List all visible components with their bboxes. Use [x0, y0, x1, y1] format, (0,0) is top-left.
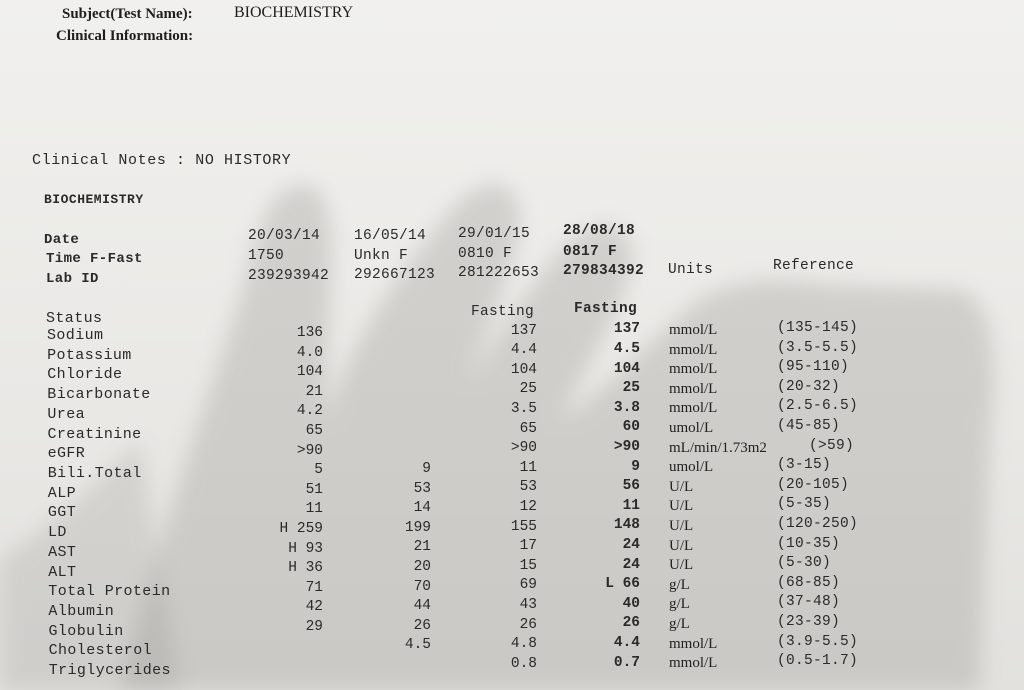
cell-value: 137 [510, 322, 537, 339]
cell-value: 25 [622, 380, 640, 397]
col1-date: 20/03/14 [248, 228, 321, 244]
row-name: ALT [48, 563, 77, 581]
row-name: Creatinine [47, 425, 142, 443]
cell-value: 4.4 [613, 635, 640, 651]
col3-time: 0810 F [458, 246, 513, 262]
col4-labid: 279834392 [563, 263, 645, 279]
cell-value: 199 [404, 519, 431, 536]
cell-value: 53 [413, 480, 431, 497]
col3-status: Fasting [471, 304, 535, 320]
cell-reference: (23-39) [777, 614, 841, 630]
cell-value: 4.5 [613, 341, 640, 357]
row-name: Sodium [47, 327, 104, 344]
cell-value: 4.4 [510, 342, 537, 359]
cell-value: 21 [305, 383, 323, 400]
cell-unit: umol/L [669, 459, 714, 476]
cell-value: 148 [613, 517, 640, 534]
cell-value: 9 [422, 461, 431, 477]
cell-value: 104 [296, 364, 323, 381]
cell-value: 17 [519, 538, 537, 555]
cell-unit: U/L [669, 557, 694, 574]
cell-unit: g/L [669, 576, 690, 593]
cell-unit: U/L [669, 478, 694, 495]
cell-reference: (0.5-1.7) [777, 653, 859, 670]
cell-unit: U/L [669, 498, 694, 515]
cell-unit: U/L [669, 537, 694, 554]
cell-value: 42 [305, 599, 323, 616]
cell-value: 26 [413, 617, 431, 634]
cell-value: 11 [519, 459, 537, 476]
row-name: eGFR [47, 445, 86, 463]
row-name: Globulin [48, 622, 124, 640]
row-name: Bicarbonate [47, 386, 151, 404]
cell-value: >90 [296, 442, 323, 459]
cell-reference: (37-48) [777, 594, 841, 611]
faded-text [790, 668, 797, 682]
cell-value: 25 [519, 381, 537, 398]
cell-value: 20 [413, 559, 431, 575]
col1-labid: 239293942 [248, 268, 330, 284]
cell-unit: g/L [669, 616, 690, 632]
cell-value: 60 [622, 419, 640, 436]
cell-reference: (135-145) [777, 320, 859, 336]
cell-value: 71 [305, 579, 323, 596]
row-name: Urea [47, 405, 85, 423]
cell-value: 24 [622, 556, 640, 573]
cell-reference: (2.5-6.5) [777, 398, 859, 415]
cell-value: 24 [622, 537, 640, 553]
cell-value: 44 [413, 598, 431, 615]
cell-value: >90 [613, 439, 640, 455]
cell-value: 43 [519, 597, 537, 613]
cell-value: 65 [305, 423, 323, 439]
cell-unit: mmol/L [669, 655, 718, 672]
section-title: BIOCHEMISTRY [44, 192, 144, 207]
col1-time: 1750 [248, 248, 285, 264]
clinical-info-label: Clinical Information: [56, 28, 194, 44]
cell-value: 136 [296, 325, 323, 341]
cell-value: 14 [413, 500, 431, 517]
cell-unit: mmol/L [669, 380, 718, 397]
cell-unit: mmol/L [669, 322, 718, 338]
cell-unit: umol/L [669, 420, 714, 436]
col4-date: 28/08/18 [563, 223, 636, 239]
row-name: LD [48, 524, 67, 542]
cell-value: 15 [519, 557, 537, 574]
row-name: Total Protein [48, 583, 171, 601]
cell-value: 4.8 [510, 636, 537, 653]
clinical-notes: Clinical Notes : NO HISTORY [32, 152, 292, 169]
cell-value: 21 [413, 539, 431, 556]
reference-header: Reference [773, 258, 855, 274]
col3-labid: 281222653 [458, 265, 540, 281]
row-name: Albumin [48, 602, 115, 620]
cell-value: 3.8 [613, 399, 640, 416]
row-name: Potassium [47, 346, 132, 364]
cell-value: 69 [519, 577, 537, 594]
cell-value: 65 [519, 420, 537, 437]
cell-unit: mmol/L [669, 400, 718, 417]
cell-value: 12 [519, 499, 537, 515]
cell-value: 40 [622, 595, 640, 612]
col4-time: 0817 F [563, 244, 618, 260]
cell-value: 11 [622, 497, 640, 514]
cell-value: 4.0 [296, 344, 323, 361]
cell-unit: mmol/L [669, 361, 718, 378]
subject-label: Subject(Test Name): [62, 6, 193, 22]
cell-reference: (5-30) [777, 555, 832, 572]
cell-value: >90 [510, 440, 537, 457]
cell-unit: g/L [669, 596, 690, 613]
row-name: Cholesterol [48, 642, 153, 660]
cell-value: 0.8 [510, 655, 537, 672]
cell-value: 11 [305, 501, 323, 518]
subject-value: BIOCHEMISTRY [234, 4, 354, 21]
cell-unit: U/L [669, 518, 694, 534]
cell-reference: (45-85) [777, 418, 841, 434]
row-name: Bili.Total [47, 464, 142, 482]
cell-value: 29 [305, 619, 323, 635]
cell-value: 26 [519, 616, 537, 633]
cell-reference: (68-85) [777, 574, 841, 591]
col3-date: 29/01/15 [458, 226, 531, 242]
cell-reference: (120-250) [777, 516, 859, 532]
cell-reference: (3-15) [777, 457, 832, 474]
cell-value: 4.5 [404, 637, 431, 654]
cell-unit: mmol/L [669, 341, 718, 358]
cell-value: H 36 [288, 560, 323, 577]
cell-value: 51 [305, 481, 323, 498]
cell-value: 3.5 [510, 401, 537, 417]
cell-value: 104 [510, 361, 537, 378]
col2-labid: 292667123 [354, 267, 436, 283]
labid-label: Lab ID [46, 271, 99, 287]
cell-value: L 66 [605, 576, 640, 593]
cell-value: H 259 [279, 521, 323, 537]
units-header: Units [668, 262, 714, 278]
col2-date: 16/05/14 [354, 228, 427, 244]
cell-reference: (3.5-5.5) [777, 339, 859, 356]
row-name: Chloride [47, 366, 123, 384]
cell-value: 56 [622, 478, 640, 495]
date-label: Date [44, 232, 80, 248]
cell-reference: (20-32) [777, 378, 841, 395]
cell-value: 155 [510, 518, 537, 535]
col2-time: Unkn F [354, 248, 409, 264]
cell-reference: (20-105) [777, 476, 850, 493]
cell-value: 70 [413, 578, 431, 595]
cell-reference: (3.9-5.5) [777, 633, 859, 650]
cell-value: 104 [613, 360, 640, 377]
cell-unit: mmol/L [669, 635, 718, 652]
cell-reference: (95-110) [777, 359, 850, 376]
cell-value: 0.7 [613, 654, 640, 671]
row-name: GGT [47, 504, 77, 522]
cell-reference: (>59) [809, 437, 855, 454]
cell-reference: (10-35) [777, 535, 841, 552]
cell-value: 5 [314, 462, 323, 479]
cell-value: 53 [519, 479, 537, 496]
cell-value: 26 [622, 615, 640, 632]
cell-value: 9 [631, 458, 640, 475]
cell-unit: mL/min/1.73m2 [669, 439, 767, 456]
cell-value: 137 [613, 321, 640, 338]
cell-reference: (5-35) [777, 496, 832, 513]
row-name: Triglycerides [48, 662, 171, 680]
cell-value: H 93 [288, 540, 323, 557]
row-name: ALP [47, 484, 77, 502]
col4-status: Fasting [574, 301, 638, 317]
cell-value: 4.2 [296, 403, 323, 420]
status-label: Status [46, 310, 103, 327]
time-label: Time F-Fast [46, 251, 143, 267]
row-name: AST [48, 543, 77, 561]
